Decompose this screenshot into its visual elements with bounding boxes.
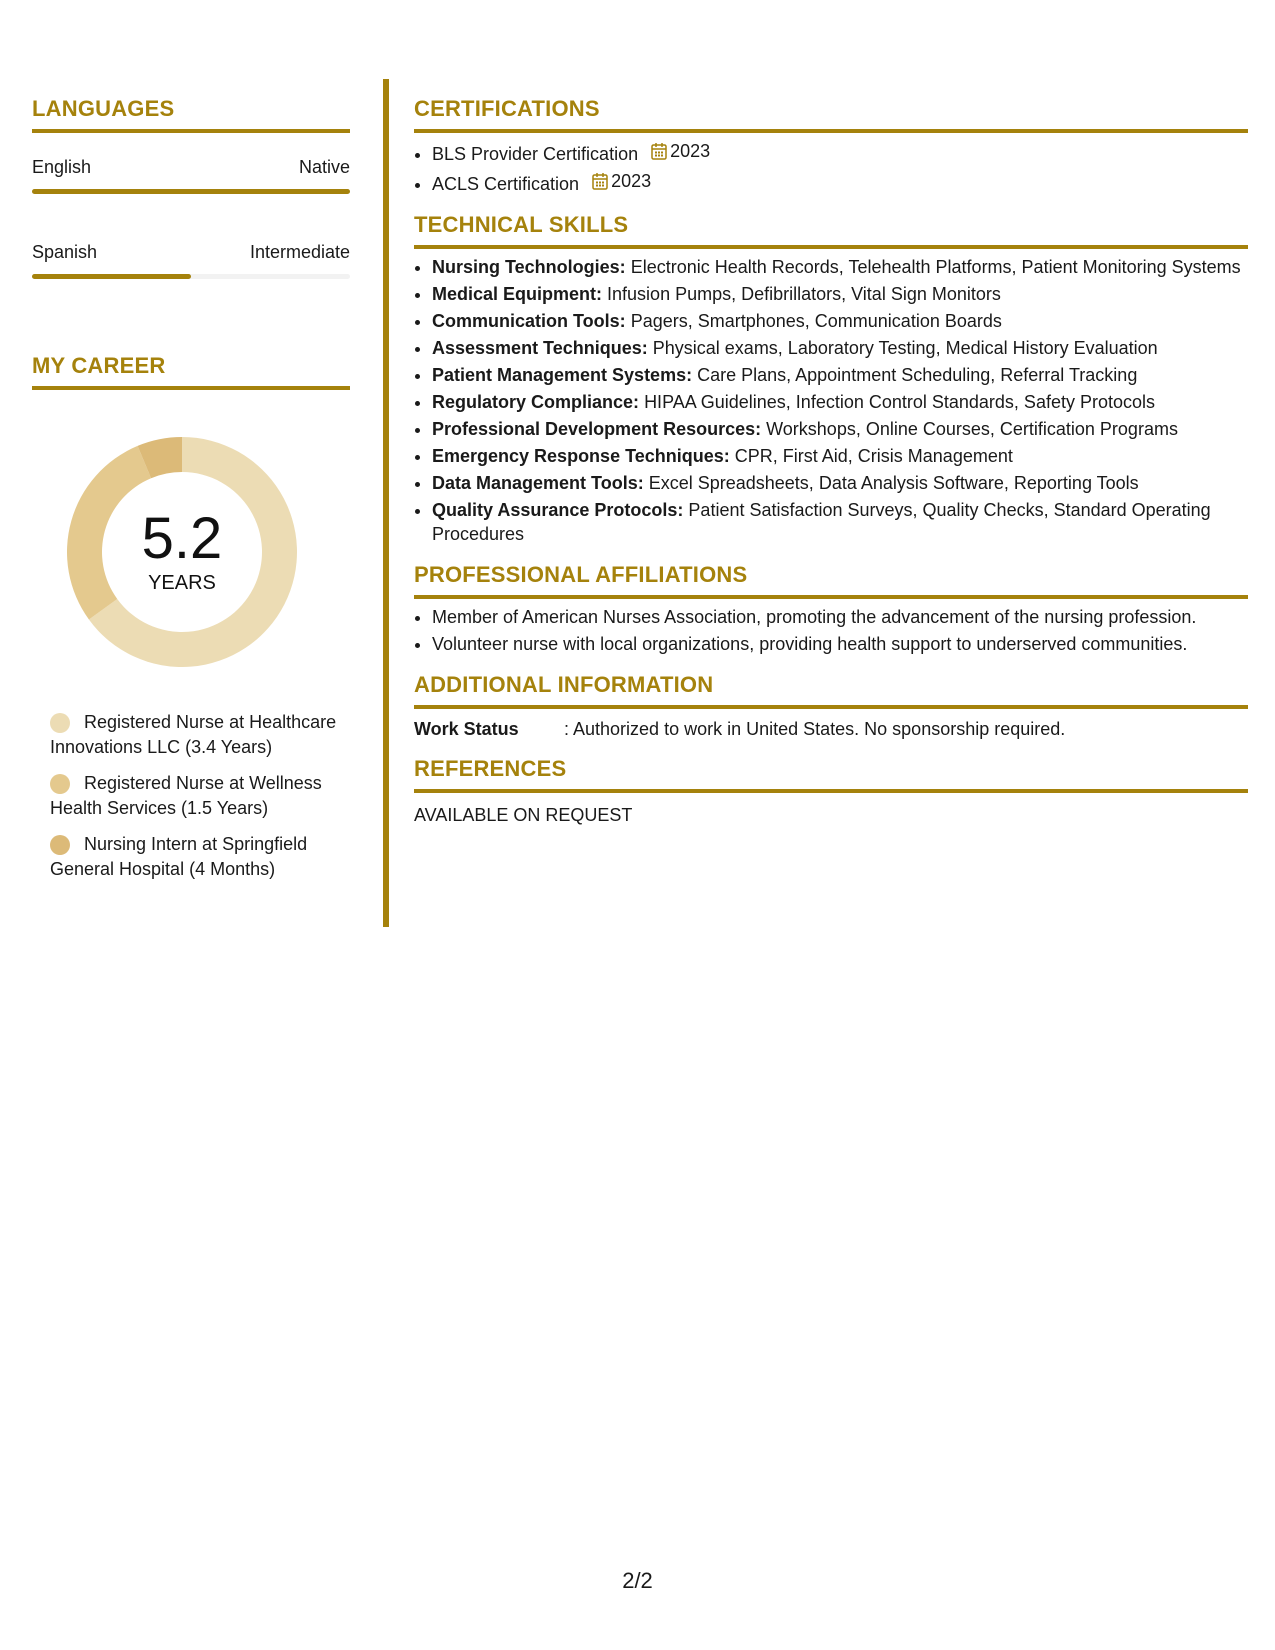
skill-label: Quality Assurance Protocols: [432,500,684,520]
career-total-years: 5.2 [141,505,223,571]
skill-label: Patient Management Systems: [432,365,693,385]
career-donut-chart [62,432,302,672]
skill-text: Electronic Health Records, Telehealth Platforms, Patient Monitoring Systems [630,257,1241,277]
skill-label: Nursing Technologies: [432,257,626,277]
language-proficiency-fill [32,189,350,194]
page-number: 2/2 [622,1568,653,1593]
career-legend-text: Registered Nurse at Healthcare Innovations LLC (3.4 Years) [50,712,337,757]
skill-text: Physical exams, Laboratory Testing, Medical History Evaluation [652,338,1158,358]
career-legend-text: Nursing Intern at Springfield General Hospital (4 Months) [50,834,308,879]
language-item-spanish [32,242,350,279]
certification-year: 2023 [670,141,711,161]
certification-name: BLS Provider Certification [432,144,639,164]
career-legend-dot [50,835,70,855]
affiliations-list [414,605,1248,656]
skill-item [432,255,1248,279]
skill-item [432,282,1248,306]
career-heading: MY CAREER [32,353,350,390]
languages-heading: LANGUAGES [32,96,350,133]
certification-year: 2023 [611,171,652,191]
certifications-heading: CERTIFICATIONS [414,96,1248,133]
references-heading: REFERENCES [414,756,1248,793]
affiliations-heading: PROFESSIONAL AFFILIATIONS [414,562,1248,599]
skill-label: Medical Equipment: [432,284,603,304]
career-legend-dot [50,774,70,794]
career-legend-text: Registered Nurse at Wellness Health Services (1.5 Years) [50,773,322,818]
skill-label: Regulatory Compliance: [432,392,640,412]
calendar-icon [651,142,667,160]
skill-item [432,336,1248,360]
work-status-label: Work Status [414,719,519,739]
certification-item [432,169,1248,196]
technical-skills-list [414,255,1248,546]
work-status-value: : Authorized to work in United States. No sponsorship required. [564,719,1066,739]
skill-item [432,390,1248,414]
language-proficiency-fill [32,274,191,279]
certification-item [432,139,1248,166]
left-column [32,80,350,893]
skill-label: Data Management Tools: [432,473,644,493]
career-legend-item [50,710,350,760]
skill-item [432,444,1248,468]
language-item-english [32,157,350,194]
language-proficiency-bar [32,274,350,279]
skill-item [432,363,1248,387]
skill-text: CPR, First Aid, Crisis Management [734,446,1013,466]
certifications-list [414,139,1248,196]
skill-text: Patient Satisfaction Surveys, Quality Checks, Standard Operating Procedures [432,500,1211,544]
career-legend-item [50,832,350,882]
certification-name: ACLS Certification [432,174,580,194]
language-proficiency-bar [32,189,350,194]
skill-label: Professional Development Resources: [432,419,762,439]
career-total-unit: YEARS [148,571,216,594]
skill-label: Communication Tools: [432,311,626,331]
skill-label: Emergency Response Techniques: [432,446,730,466]
career-legend [50,710,350,882]
language-name: Spanish [32,242,98,262]
skill-item [432,471,1248,495]
calendar-icon [592,172,608,190]
technical-skills-heading: TECHNICAL SKILLS [414,212,1248,249]
column-divider [383,79,389,927]
references-text: AVAILABLE ON REQUEST [414,805,633,825]
language-level: Native [298,157,350,177]
skill-item [432,417,1248,441]
affiliation-item: • Member of American Nurses Association, promoting the advancement of the nursing profession. [432,605,1248,629]
language-name: English [32,157,92,177]
career-legend-item [50,771,350,821]
skill-text: Care Plans, Appointment Scheduling, Referral Tracking [697,365,1138,385]
right-column [414,80,1248,826]
skill-text: HIPAA Guidelines, Infection Control Standards, Safety Protocols [644,392,1155,412]
skill-text: Pagers, Smartphones, Communication Boards [630,311,1002,331]
skill-text: Infusion Pumps, Defibrillators, Vital Sign Monitors [607,284,1001,304]
skill-text: Workshops, Online Courses, Certification Programs [766,419,1178,439]
career-legend-dot [50,713,70,733]
skill-item [432,309,1248,333]
additional-info-heading: ADDITIONAL INFORMATION [414,672,1248,709]
work-status-row [414,719,1248,740]
language-level: Intermediate [249,242,350,262]
affiliation-item: • Volunteer nurse with local organizations, providing health support to underserved communities. [432,632,1248,656]
skill-text: Excel Spreadsheets, Data Analysis Software, Reporting Tools [648,473,1139,493]
skill-label: Assessment Techniques: [432,338,648,358]
skill-item [432,498,1248,546]
